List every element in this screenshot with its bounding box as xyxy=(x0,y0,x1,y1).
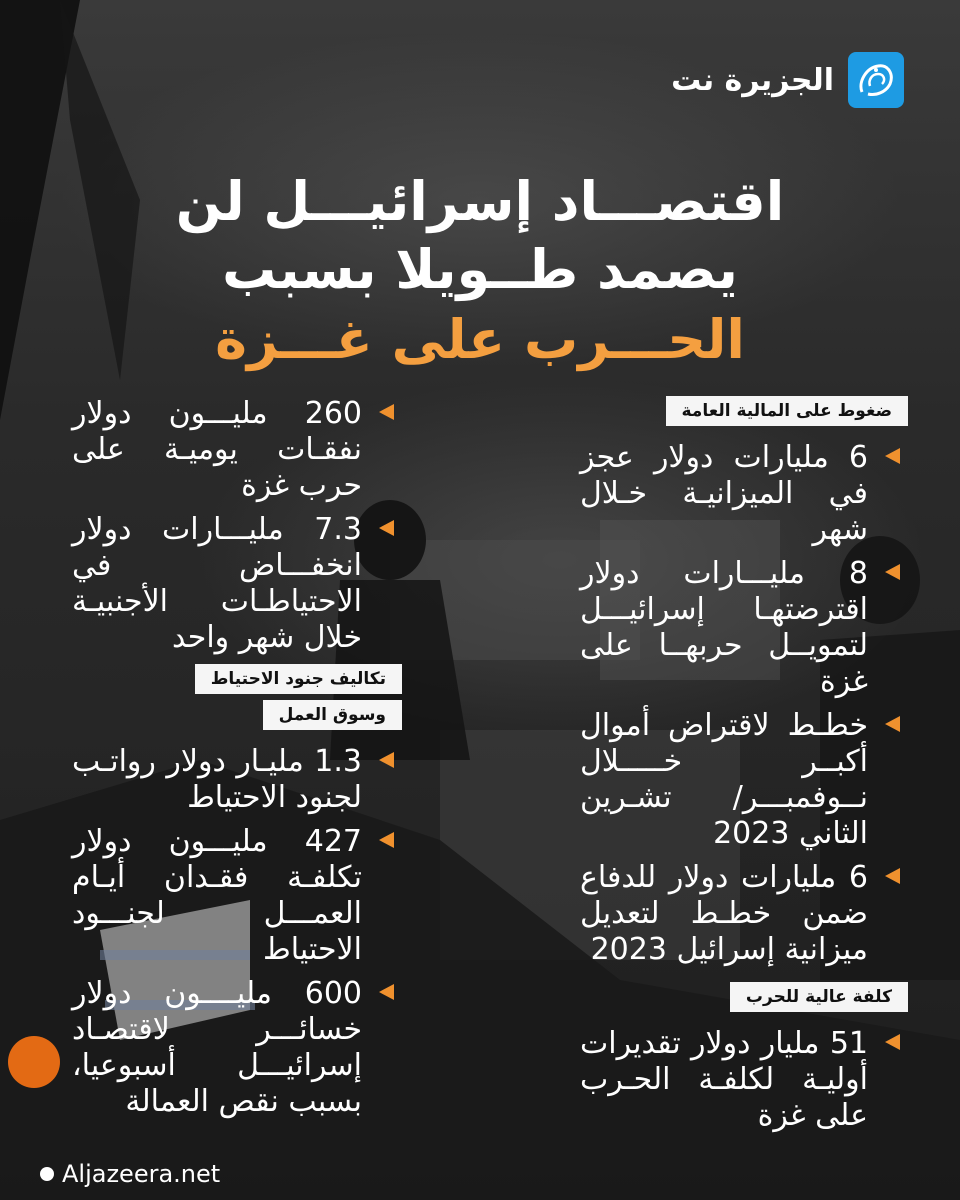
aljazeera-logo-icon xyxy=(848,52,904,108)
reserve-tag-line-2: وسوق العمل xyxy=(263,700,402,730)
logo-text: الجزيرة نت xyxy=(671,62,834,98)
public-finance-item: 6 مليارات دولار عجز في الميزانيـة خـلال شهر xyxy=(580,440,908,548)
footer-dot-icon xyxy=(40,1167,54,1181)
high-cost-tag: كلفة عالية للحرب xyxy=(730,982,908,1012)
reserve-item: 600 مليــــون دولار خسائـــر لاقتصـاد إسرائيـــل أسبوعيا، بسبب نقص العمالة xyxy=(72,976,402,1120)
reserve-tag-line-1: تكاليف جنود الاحتياط xyxy=(195,664,402,694)
title-line-1: اقتصـــاد إسرائيـــل لن xyxy=(175,170,785,233)
aljazeera-logo xyxy=(671,52,904,108)
reserve-item: 1.3 مليـار دولار رواتـب لجنود الاحتياط xyxy=(72,744,402,816)
main-title xyxy=(0,168,960,376)
public-finance-item: خطـط لاقتراض أموال أكبــر خـــــلال نــوفمبـــر/ تشـرين الثاني 2023 xyxy=(580,708,908,852)
cost-item: 260 مليـــون دولار نفقـات يوميـة على حرب غزة xyxy=(72,396,402,504)
left-column xyxy=(72,396,402,1128)
public-finance-item: 8 مليـــارات دولار اقترضتهـا إسرائيـــل لتمويــل حربهــا على غزة xyxy=(580,556,908,700)
public-finance-tag: ضغوط على المالية العامة xyxy=(666,396,909,426)
right-column xyxy=(580,396,908,1142)
high-cost-item: 51 مليار دولار تقديرات أوليـة لكلفـة الحـرب على غزة xyxy=(580,1026,908,1134)
title-line-2: يصمد طــويلا بسبب xyxy=(222,238,738,301)
title-line-3: الحـــرب على غـــزة xyxy=(215,308,745,371)
footer xyxy=(40,1160,220,1188)
public-finance-item: 6 مليارات دولار للدفاع ضمن خطـط لتعديل ميزانية إسرائيل 2023 xyxy=(580,860,908,968)
cost-item: 7.3 مليـــارات دولار انخفـــاض في الاحتياطـات الأجنبيـة خلال شهر واحد xyxy=(72,512,402,656)
footer-site: Aljazeera.net xyxy=(62,1160,221,1188)
reserve-item: 427 مليـــون دولار تكلفـة فقـدان أيـام العمـــل لجنـــود الاحتياط xyxy=(72,824,402,968)
